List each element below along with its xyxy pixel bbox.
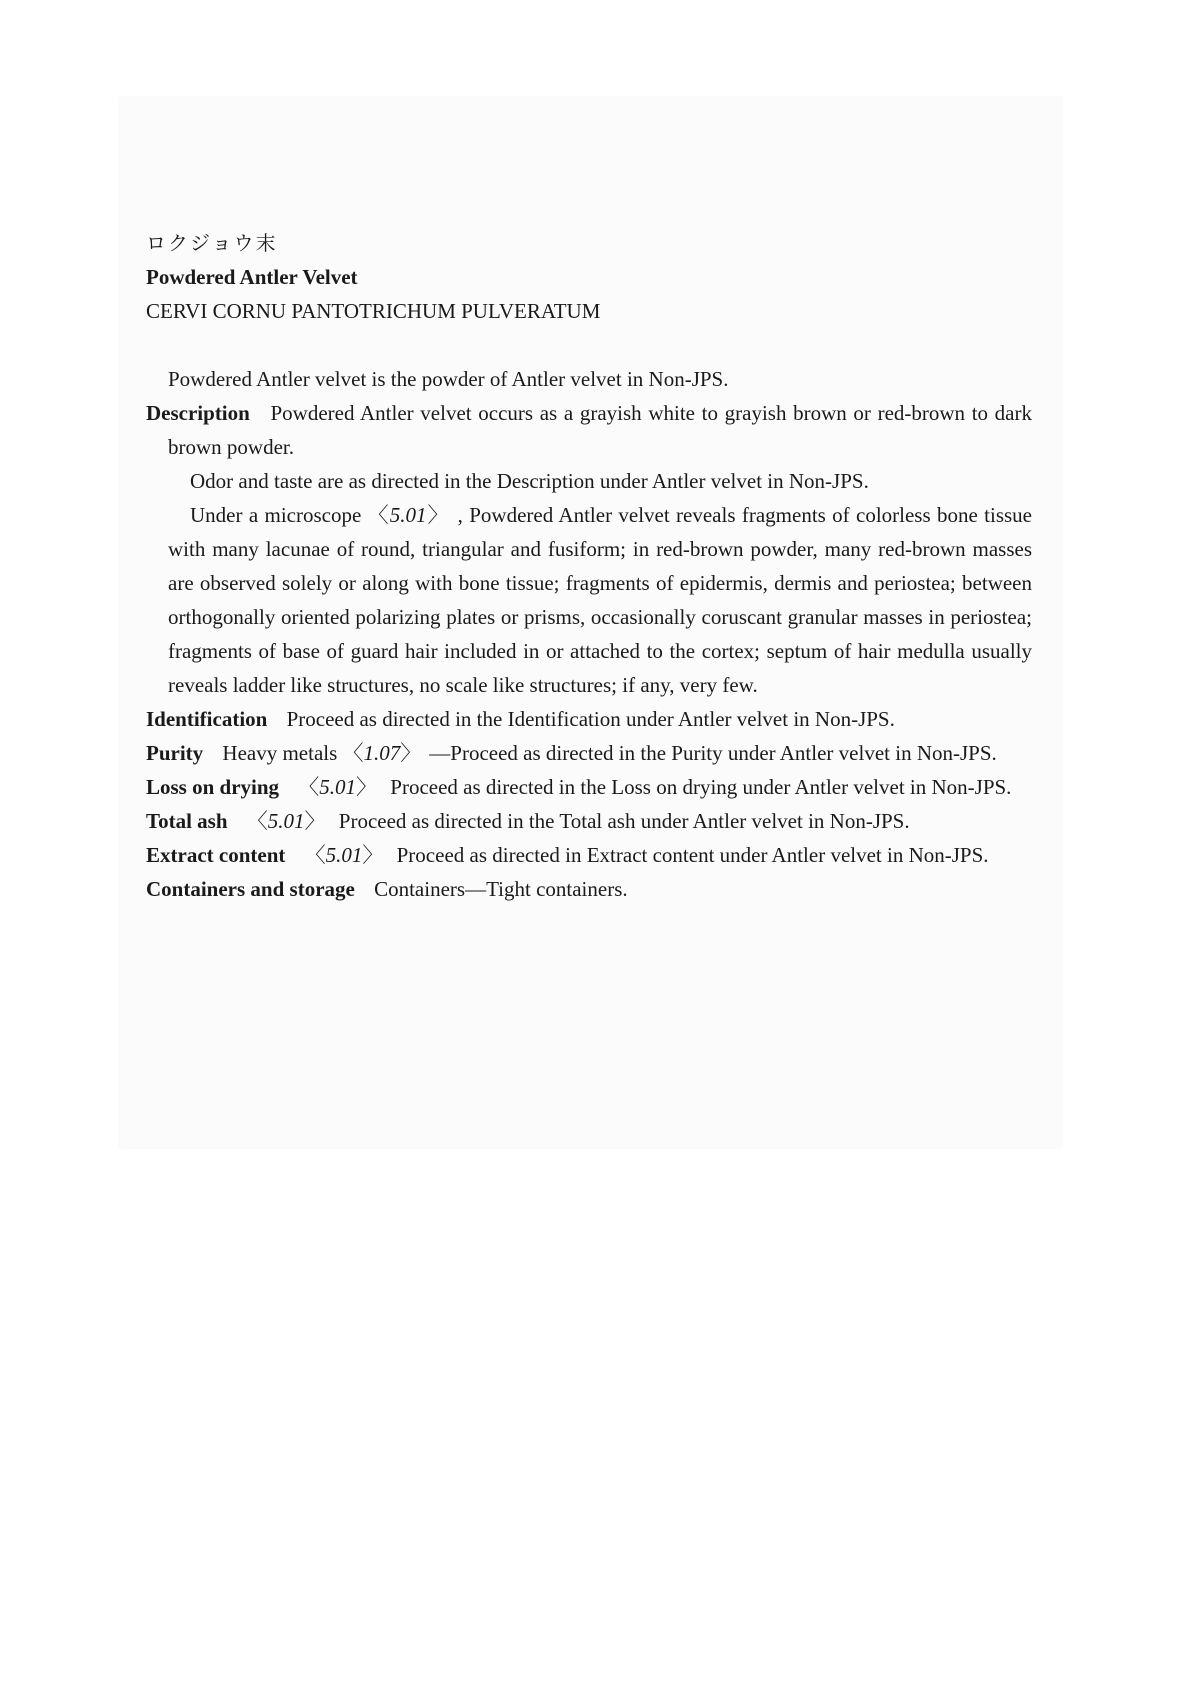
containers-label: Containers and storage <box>146 877 355 901</box>
description-label: Description <box>146 401 250 425</box>
containers-text: Containers—Tight containers. <box>374 877 628 901</box>
description-section <box>146 396 1032 464</box>
extract-content-label: Extract content <box>146 843 286 867</box>
extract-content-section <box>146 838 1032 872</box>
japanese-name: ロクジョウ末 <box>146 231 278 255</box>
purity-section <box>146 736 1032 770</box>
purity-label: Purity <box>146 741 204 765</box>
extract-content-ref-number: 5.01 <box>325 843 363 867</box>
microscope-ref-number: 5.01 <box>389 503 427 527</box>
total-ash-label: Total ash <box>146 809 228 833</box>
loss-on-drying-ref-number: 5.01 <box>319 775 357 799</box>
identification-section <box>146 702 1032 736</box>
loss-on-drying-text: Proceed as directed in the Loss on drying under Antler velvet in Non-JPS. <box>390 775 1012 799</box>
purity-ref: 〈1.07〉 <box>342 741 422 765</box>
extract-content-ref: 〈5.01〉 <box>304 843 384 867</box>
identification-text: Proceed as directed in the Identification under Antler velvet in Non-JPS. <box>286 707 895 731</box>
purity-text: —Proceed as directed in the Purity under Antler velvet in Non-JPS. <box>429 741 997 765</box>
microscope-paragraph <box>146 498 1032 702</box>
total-ash-ref: 〈5.01〉 <box>246 809 326 833</box>
loss-on-drying-ref: 〈5.01〉 <box>298 775 378 799</box>
microscope-text: , Powdered Antler velvet reveals fragments of colorless bone tissue with many lacunae of round, triangular and fusiform; in red-brown powder, many red-brown masses are observed solely or along with bone tissue; fragments of epidermis, dermis and periostea; between orthogonally oriented polarizing plates or prisms, occasionally coruscant granular masses in periostea; fragments of base of guard hair included in or attached to the cortex; septum of hair medulla usually reveals ladder like structures, no scale like structures; if any, very few. <box>168 503 1032 697</box>
intro-paragraph: Powdered Antler velvet is the powder of Antler velvet in Non-JPS. <box>168 367 729 391</box>
english-name: Powdered Antler Velvet <box>146 265 358 289</box>
odor-paragraph: Odor and taste are as directed in the Description under Antler velvet in Non-JPS. <box>190 469 869 493</box>
microscope-ref: 〈5.01〉 <box>367 503 450 527</box>
identification-label: Identification <box>146 707 268 731</box>
monograph-content <box>146 226 1032 906</box>
total-ash-text: Proceed as directed in the Total ash under Antler velvet in Non-JPS. <box>338 809 910 833</box>
purity-ref-number: 1.07 <box>363 741 401 765</box>
total-ash-ref-number: 5.01 <box>267 809 305 833</box>
purity-item: Heavy metals <box>222 741 338 765</box>
containers-section <box>146 872 1032 906</box>
microscope-prefix: Under a microscope <box>190 503 362 527</box>
total-ash-section <box>146 804 1032 838</box>
loss-on-drying-label: Loss on drying <box>146 775 280 799</box>
loss-on-drying-section <box>146 770 1032 804</box>
latin-name: CERVI CORNU PANTOTRICHUM PULVERATUM <box>146 299 601 323</box>
description-text: Powdered Antler velvet occurs as a grayish white to grayish brown or red-brown to dark brown powder. <box>168 401 1033 459</box>
extract-content-text: Proceed as directed in Extract content under Antler velvet in Non-JPS. <box>396 843 989 867</box>
